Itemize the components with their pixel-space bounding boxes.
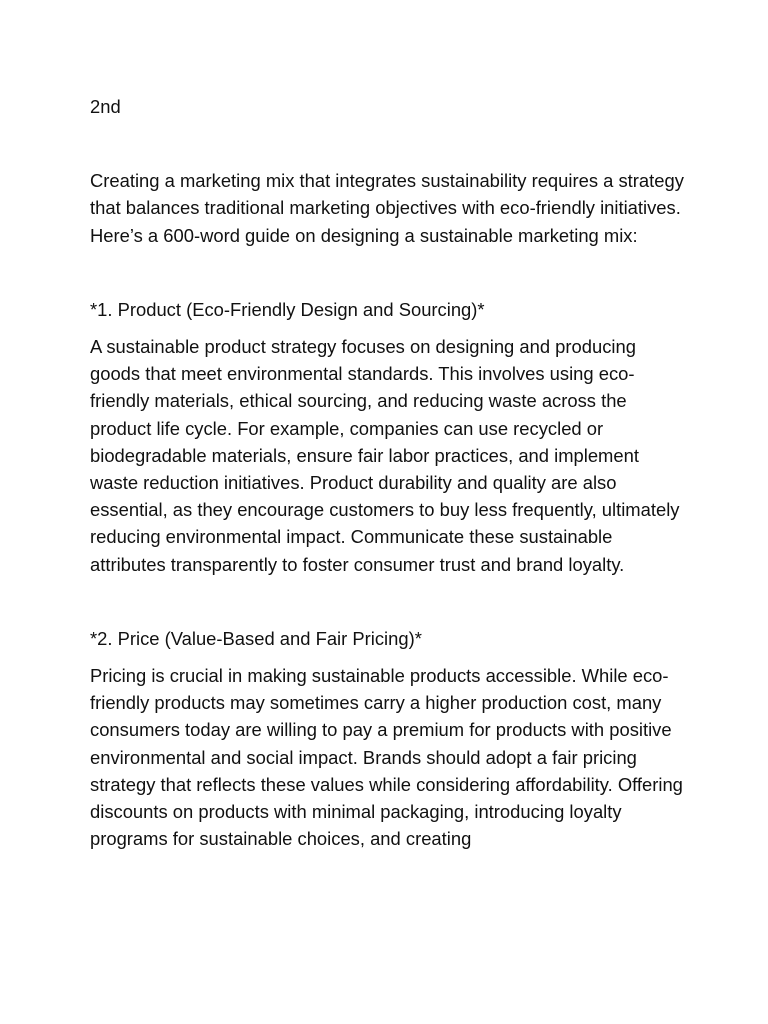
section-title-product: *1. Product (Eco-Friendly Design and Sourcing)*: [90, 298, 485, 320]
section-body-product: A sustainable product strategy focuses on designing and producing goods that meet environmental standards. This involves using eco-friendly materials, ethical sourcing, and reducing waste across the product life cycle. For example, companies can use recycled or biodegradable materials, ensure fair labor practices, and implement waste reduction initiatives. Product durability and quality are also essential, as they encourage customers to buy less frequently, ultimately reducing environmental impact. Communicate these sustainable attributes transparently to foster consumer trust and brand loyalty.: [90, 336, 680, 575]
document-heading: 2nd: [90, 96, 121, 117]
intro-paragraph: Creating a marketing mix that integrates sustainability requires a strategy that balances traditional marketing objectives with eco-friendly initiatives. Here’s a 600-word guide on designing a sustainable marketing mix:: [90, 170, 684, 246]
section-body-price: Pricing is crucial in making sustainable products accessible. While eco-friendly products may sometimes carry a higher production cost, many consumers today are willing to pay a premium for products with positive environmental and social impact. Brands should adopt a fair pricing strategy that reflects these values while considering affordability. Offering discounts on products with minimal packaging, introducing loyalty programs for sustainable choices, and creating: [90, 665, 683, 850]
document-content: [90, 93, 690, 852]
section-title-price: *2. Price (Value-Based and Fair Pricing)*: [90, 627, 422, 649]
